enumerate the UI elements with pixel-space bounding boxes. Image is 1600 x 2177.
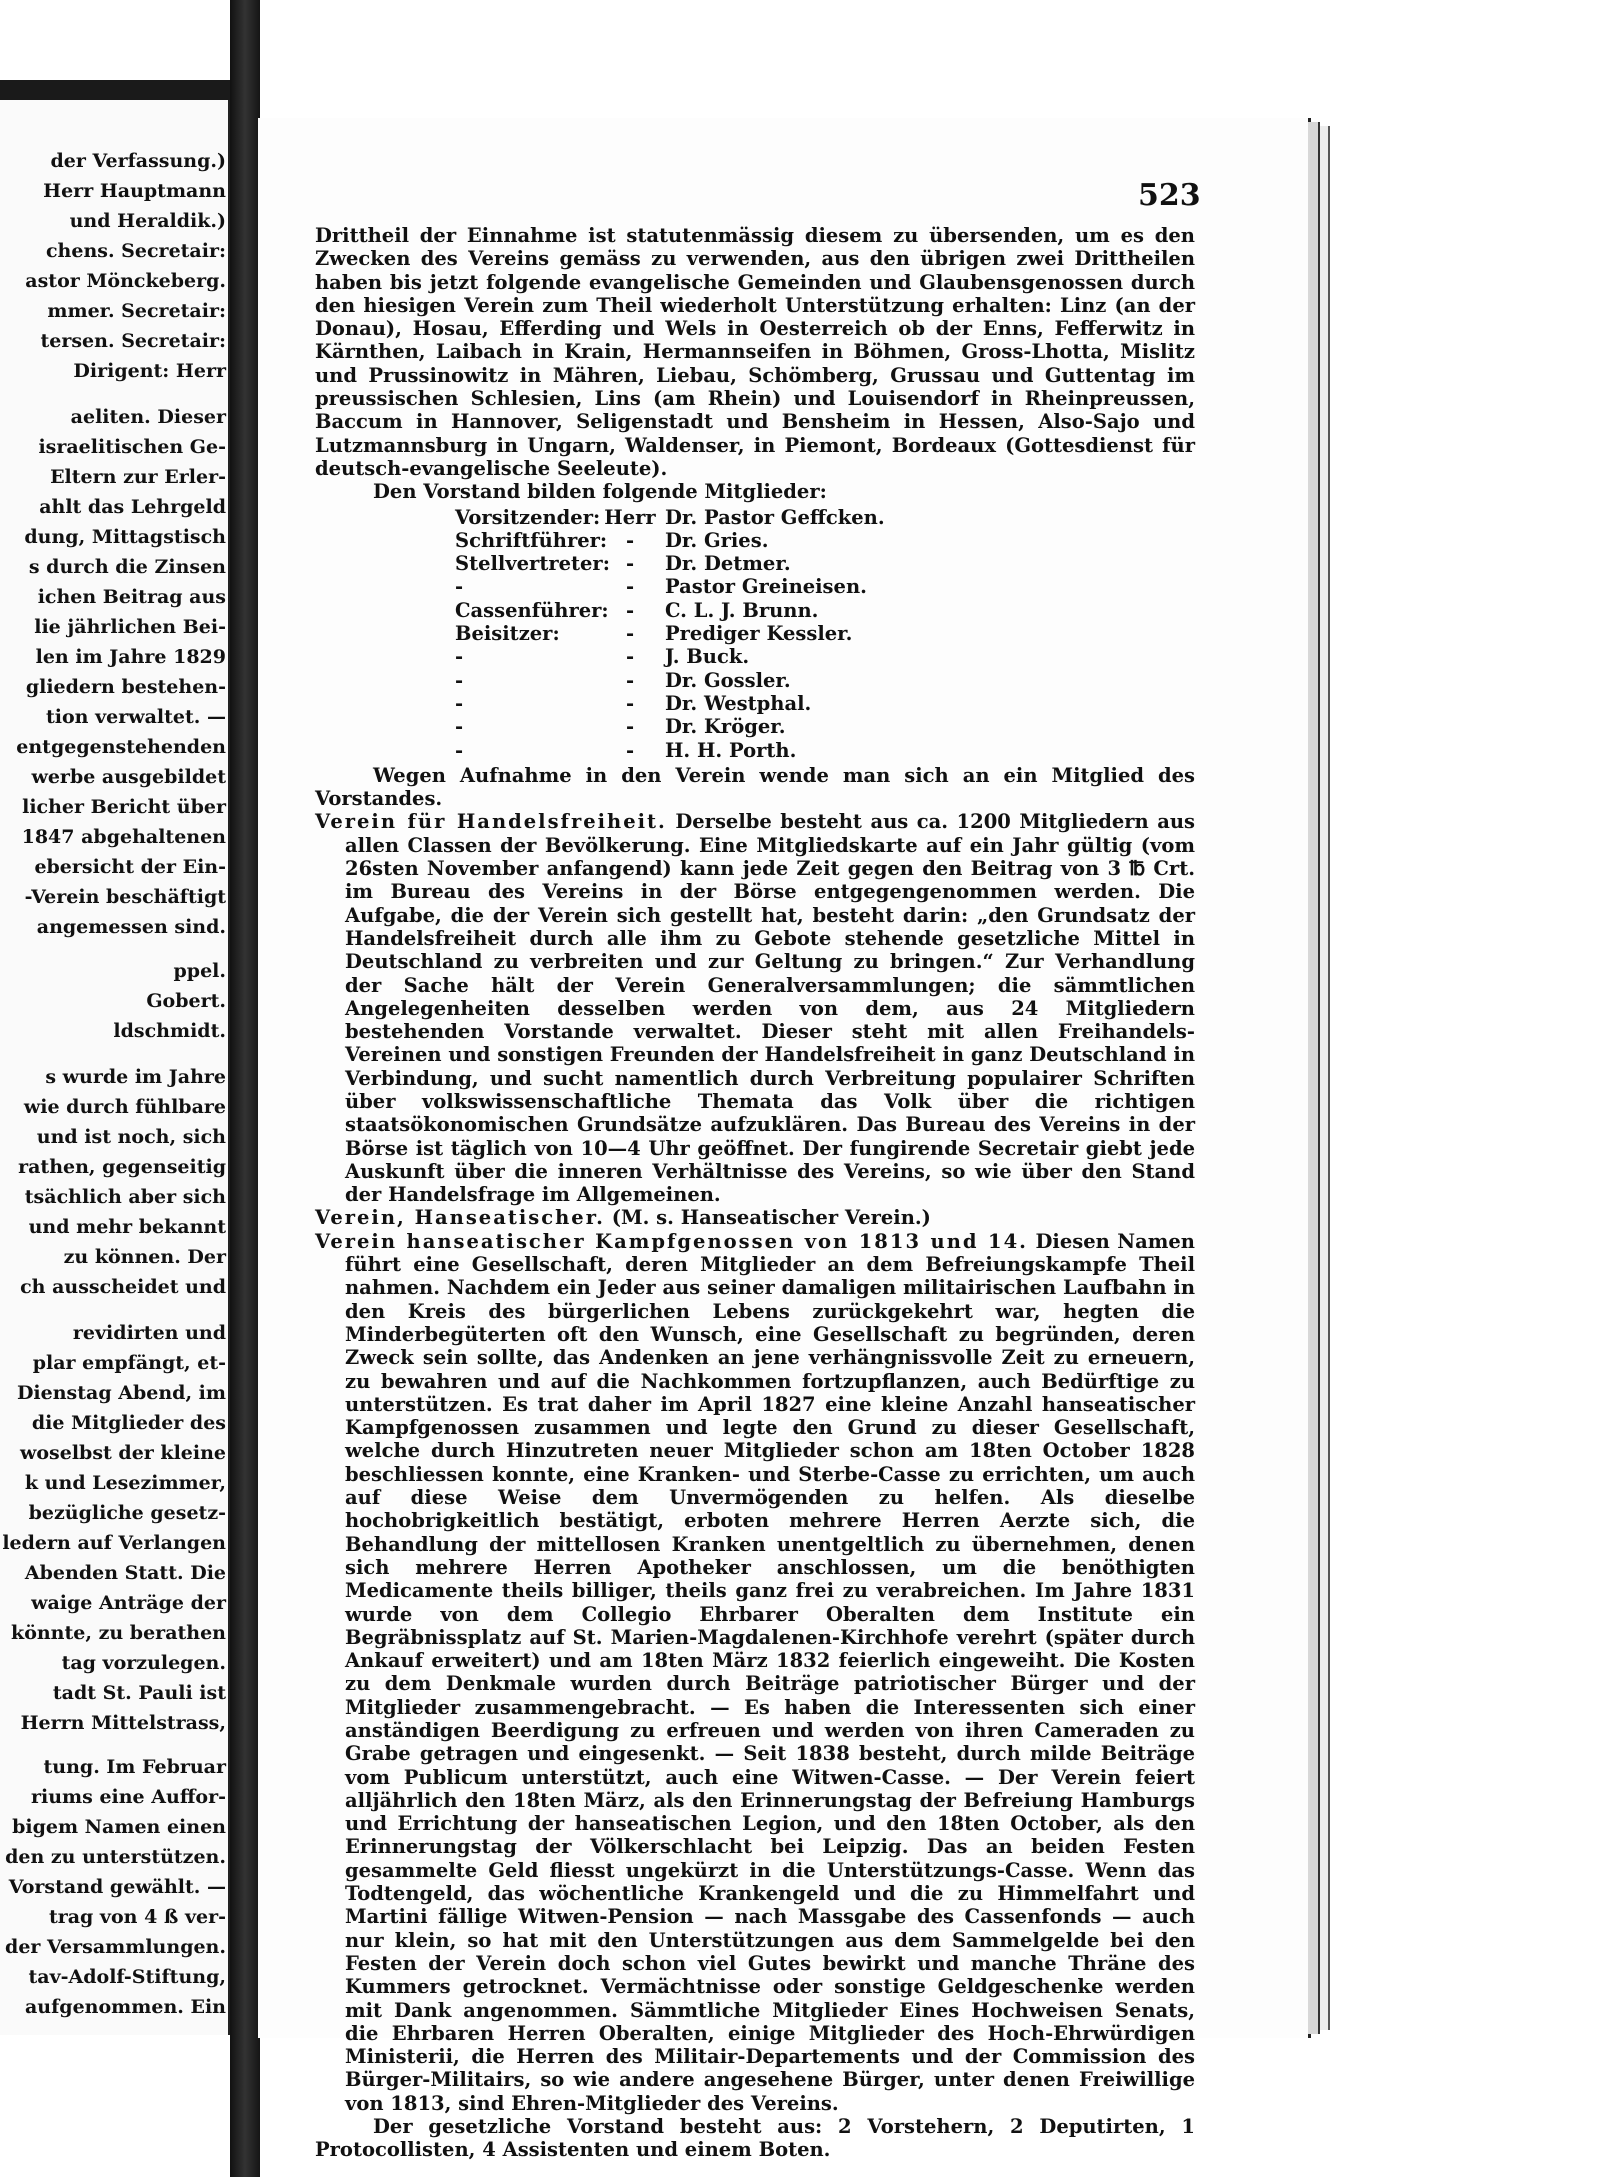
left-column-line: tung. Im Februar: [43, 1756, 226, 1778]
left-column-line: ledern auf Verlangen: [2, 1532, 226, 1554]
entry-text: (M. s. Hanseatischer Verein.): [611, 1206, 931, 1230]
left-column-line: den zu unterstützen.: [5, 1846, 226, 1868]
board-member-list: [455, 506, 1195, 762]
left-column-line: dung, Mittagstisch: [24, 526, 226, 548]
member-role: -: [455, 691, 464, 715]
member-prefix: -: [625, 691, 635, 715]
left-column-line: Gobert.: [146, 990, 226, 1012]
left-column-line: und ist noch, sich: [36, 1126, 226, 1148]
entry-handelsfreiheit: [315, 810, 1195, 1206]
scan-shadow-top: [0, 80, 230, 100]
member-name: J. Buck.: [665, 645, 750, 669]
entry-heading: Verein, Hanseatischer.: [315, 1206, 605, 1230]
left-column-line: s wurde im Jahre: [45, 1066, 226, 1088]
left-column-line: k und Lesezimmer,: [24, 1472, 226, 1494]
member-prefix: -: [625, 738, 635, 762]
left-column-line: woselbst der kleine: [20, 1442, 226, 1464]
left-column-line: riums eine Auffor-: [30, 1786, 226, 1808]
left-column-line: ppel.: [173, 960, 226, 982]
entry-kampfgenossen: [315, 1230, 1195, 2115]
left-column-line: der Verfassung.): [50, 150, 226, 172]
member-prefix: -: [625, 598, 635, 622]
book-gutter: [230, 0, 260, 2177]
left-column-line: mmer. Secretair:: [47, 300, 226, 322]
left-column-line: ebersicht der Ein-: [34, 856, 226, 878]
member-role: -: [455, 645, 464, 669]
board-intro: Den Vorstand bilden folgende Mitglieder:: [373, 480, 827, 504]
entry-text: Derselbe besteht aus ca. 1200 Mitgliedern aus allen Classen der Bevölkerung. Eine Mitgliedskarte auf ein Jahr gültig (vom 26sten November anfangend) kann jede Zeit gegen den Beitrag von 3 ℔ Crt. im Bureau des Vereins in der Börse entgegengenommen werden. Die Aufgabe, die der Verein sich gestellt hat, besteht darin: „den Grundsatz der Handelsfreiheit durch alle ihm zu Gebote stehende gesetzliche Mittel in Deutschland zu verbreiten und zur Geltung zu bringen.“ Zur Verhandlung der Sache hält der Verein Generalversammlungen; die sämmtlichen Angelegenheiten desselben werden von dem, aus 24 Mitgliedern bestehenden Vorstande verwaltet. Dieser steht mit allen Freihandels-Vereinen und sonstigen Freunden der Handelsfreiheit in ganz Deutschland in Verbindung, und sucht namentlich durch Verbreitung populairer Schriften über volkswissenschaftliche Themata das Volk über die richtigen staatsökonomischen Grundsätze aufzuklären. Das Bureau des Vereins in der Börse ist täglich von 10—4 Uhr geöffnet. Der fungirende Secretair giebt jede Auskunft über die inneren Verhältnisse des Vereins, so wie über den Stand der Handelsfrage im Allgemeinen.: [345, 810, 1196, 1207]
left-column-line: -Verein beschäftigt: [24, 886, 226, 908]
member-row: [455, 669, 1195, 692]
member-row: [455, 575, 1195, 598]
left-column-line: ch ausscheidet und: [20, 1276, 226, 1298]
member-prefix: -: [625, 622, 635, 646]
left-column-line: die Mitglieder des: [31, 1412, 226, 1434]
left-column-line: der Versammlungen.: [5, 1936, 226, 1958]
member-role: -: [455, 738, 464, 762]
entry-text: Diesen Namen führt eine Gesellschaft, deren Mitglieder an dem Befreiungskampfe Theil nahmen. Nachdem ein Jeder aus seiner damaligen militairischen Laufbahn in den Kreis des bürgerlichen Lebens zurückgekehrt war, hegten die Minderbegüterten oft den Wunsch, eine Gesellschaft zu begründen, deren Zweck sein sollte, das Andenken an jene verhängnissvolle Zeit zu erneuern, zu bewahren und auf die Nachkommen fortzupflanzen, auch Bedürftige zu unterstützen. Es trat daher im April 1827 eine kleine Anzahl hanseatischer Kampfgenossen zusammen und legte den Grund zu dieser Gesellschaft, welche durch Hinzutreten neuer Mitglieder schon am 18ten October 1828 beschliessen konnte, eine Kranken- und Sterbe-Casse zu errichten, um auch auf diese Weise dem Unvermögenden zu helfen. Als dieselbe hochobrigkeitlich bestätigt, erboten mehrere Herren Aerzte sich, die Behandlung der mittellosen Kranken unentgeltlich zu übernehmen, denen sich mehrere Herren Apotheker anschlossen, um die benöthigten Medicamente theils billiger, theils ganz frei zu verabreichen. Im Jahre 1831 wurde von dem Collegio Ehrbarer Oberalten dem Institute ein Begräbnissplatz auf St. Marien-Magdalenen-Kirchhofe verehrt (später durch Ankauf erweitert) und am 18ten März 1832 feierlich eingeweiht. Die Kosten zu dem Denkmale wurden durch Beiträge patriotischer Bürger und der Mitglieder zusammengebracht. — Es haben die Interessenten sich einer anständigen Beerdigung zu erfreuen und werden von ihren Cameraden zu Grabe getragen und eingesenkt. — Seit 1838 besteht, durch milde Beiträge vom Publicum unterstützt, auch eine Witwen-Casse. — Der Verein feiert alljährlich den 18ten März, als den Erinnerungstag der Befreiung Hamburgs und Errichtung der hanseatischen Legion, und den 18ten October, als den Erinnerungstag der Völkerschlacht bei Leipzig. Das an beiden Festen gesammelte Geld fliesst ungekürzt in die Unterstützungs-Casse. Wenn das Todtengeld, das wöchentliche Krankengeld und die zu Himmelfahrt und Martini fällige Witwen-Pension — nach Massgabe des Cassenfonds — auch nur klein, so hat mit den Unterstützungen aus dem Sammelgelde bei den Festen der Verein doch schon viel Gutes bewirkt und manche Thräne des Kummers getrocknet. Vermächtnisse oder sonstige Geldgeschenke werden mit Dank angenommen. Sämmtliche Mitglieder Eines Hochweisen Senats, die Ehrbaren Herren Oberalten, einige Mitglieder des Hoch-Ehrwürdigen Ministerii, die Herren des Militair-Departements und der Commission des Bürger-Militairs, so wie andere angesehene Bürger, unter denen Freiwillige von 1813, sind Ehren-Mitglieder des Vereins.: [345, 1229, 1195, 2115]
member-role: Schriftführer:: [455, 528, 608, 552]
member-name: Prediger Kessler.: [665, 622, 853, 646]
member-prefix: -: [625, 528, 635, 552]
left-column-line: rathen, gegenseitig: [18, 1156, 226, 1178]
left-column-line: tion verwaltet. —: [46, 706, 226, 728]
left-column-line: aufgenommen. Ein: [24, 1996, 226, 2018]
left-column-line: tersen. Secretair:: [40, 330, 226, 352]
member-role: Cassenführer:: [455, 598, 609, 622]
left-column-line: trag von 4 ß ver-: [48, 1906, 226, 1928]
member-name: Pastor Greineisen.: [665, 575, 867, 599]
member-role: Vorsitzender:: [455, 505, 601, 529]
left-column-line: israelitischen Ge-: [38, 436, 226, 458]
member-name: C. L. J. Brunn.: [665, 598, 819, 622]
left-column-line: Herrn Mittelstrass,: [20, 1712, 226, 1734]
member-name: Dr. Kröger.: [665, 715, 786, 739]
left-column-line: Dirigent: Herr: [73, 360, 226, 382]
left-column-line: bigem Namen einen: [12, 1816, 226, 1838]
member-row: [455, 529, 1195, 552]
left-column-line: chens. Secretair:: [45, 240, 226, 262]
left-column-line: aeliten. Dieser: [70, 406, 226, 428]
member-name: Dr. Pastor Geffcken.: [665, 505, 885, 529]
member-row: [455, 552, 1195, 575]
left-column-line: könnte, zu berathen: [11, 1622, 226, 1644]
left-column-line: licher Bericht über: [22, 796, 226, 818]
member-role: Stellvertreter:: [455, 552, 610, 576]
entry-heading: Verein hanseatischer Kampfgenossen von 1813 und 14.: [315, 1229, 1028, 1253]
member-name: Dr. Gossler.: [665, 668, 791, 692]
member-row: [455, 599, 1195, 622]
left-column-line: tadt St. Pauli ist: [52, 1682, 226, 1704]
left-page-fragment: [0, 100, 230, 2035]
left-column-line: tav-Adolf-Stiftung,: [28, 1966, 226, 1988]
left-column-line: Vorstand gewählt. —: [8, 1876, 226, 1898]
member-name: H. H. Porth.: [665, 738, 797, 762]
page-body: [315, 224, 1195, 2162]
left-column-line: ldschmidt.: [113, 1020, 226, 1042]
member-prefix: -: [625, 668, 635, 692]
page-number: 523: [1138, 178, 1201, 213]
left-column-line: Eltern zur Erler-: [50, 466, 226, 488]
left-column-line: Herr Hauptmann: [43, 180, 226, 202]
paragraph-drittheil: Drittheil der Einnahme ist statutenmässig diesem zu übersenden, um es den Zwecken des Vereins gemäss zu verwenden, aus den übrigen zwei Drittheilen haben bis jetzt folgende evangelische Gemeinden und Glaubensgenossen durch den hiesigen Verein zum Theil wiederholt Unterstützung erhalten: Linz (an der Donau), Hosau, Efferding und Wels in Oesterreich ob der Enns, Fefferwitz in Kärnthen, Laibach in Krain, Hermannseifen in Böhmen, Gross-Lhotta, Mislitz und Prussinowitz in Mähren, Liebau, Schömberg, Grussau und Guttentag im preussischen Schlesien, Lins (am Rhein) und Louisendorf in Rheinpreussen, Baccum in Hannover, Seligenstadt und Bensheim in Hessen, Also-Sajo und Lutzmannsburg in Ungarn, Waldenser, in Piemont, Bordeaux (Gottesdienst für deutsch-evangelische Seeleute).: [315, 224, 1195, 480]
left-column-line: gliedern bestehen-: [25, 676, 226, 698]
left-column-line: entgegenstehenden: [16, 736, 226, 758]
member-row: [455, 622, 1195, 645]
left-column-line: tag vorzulegen.: [61, 1652, 226, 1674]
join-note: Wegen Aufnahme in den Verein wende man sich an ein Mitglied des Vorstandes.: [315, 763, 1195, 811]
left-column-line: zu können. Der: [63, 1246, 226, 1268]
member-prefix: -: [625, 715, 635, 739]
entry-hanseatischer: [315, 1206, 1195, 1229]
left-column-line: Abenden Statt. Die: [24, 1562, 226, 1584]
entry-heading: Verein für Handelsfreiheit.: [315, 810, 667, 834]
member-row: [455, 692, 1195, 715]
left-column-line: angemessen sind.: [36, 916, 226, 938]
member-name: Dr. Detmer.: [665, 552, 791, 576]
member-row: [455, 715, 1195, 738]
left-column-line: lie jährlichen Bei-: [34, 616, 226, 638]
page-edge: [1308, 122, 1320, 2034]
member-name: Dr. Gries.: [665, 528, 769, 552]
page-edge-back: [1320, 126, 1330, 2030]
member-prefix: -: [625, 575, 635, 599]
left-column-line: ahlt das Lehrgeld: [39, 496, 226, 518]
member-role: -: [455, 668, 464, 692]
member-role: -: [455, 715, 464, 739]
member-prefix: -: [625, 645, 635, 669]
left-column-line: bezügliche gesetz-: [28, 1502, 226, 1524]
member-row: [455, 645, 1195, 668]
left-column-line: wie durch fühlbare: [23, 1096, 226, 1118]
left-column-line: werbe ausgebildet: [31, 766, 226, 788]
left-column-line: und mehr bekannt: [28, 1216, 226, 1238]
left-column-line: astor Mönckeberg.: [25, 270, 226, 292]
final-paragraph: Der gesetzliche Vorstand besteht aus: 2 Vorstehern, 2 Deputirten, 1 Protocollisten, 4 Assistenten und einem Boten.: [315, 2115, 1195, 2162]
left-column-line: s durch die Zinsen: [28, 556, 226, 578]
left-column-line: 1847 abgehaltenen: [21, 826, 226, 848]
left-column-line: waige Anträge der: [31, 1592, 226, 1614]
member-prefix: -: [625, 552, 635, 576]
member-row: [455, 506, 1195, 529]
left-column-line: ichen Beitrag aus: [37, 586, 226, 608]
left-column-line: len im Jahre 1829: [35, 646, 226, 668]
left-column-line: tsächlich aber sich: [24, 1186, 226, 1208]
member-role: -: [455, 575, 464, 599]
left-column-line: plar empfängt, et-: [32, 1352, 226, 1374]
left-column-line: revidirten und: [72, 1322, 226, 1344]
member-row: [455, 739, 1195, 762]
member-name: Dr. Westphal.: [665, 691, 812, 715]
member-prefix: Herr: [604, 505, 656, 529]
left-column-line: Dienstag Abend, im: [16, 1382, 226, 1404]
left-column-line: und Heraldik.): [69, 210, 226, 232]
member-role: Beisitzer:: [455, 622, 560, 646]
